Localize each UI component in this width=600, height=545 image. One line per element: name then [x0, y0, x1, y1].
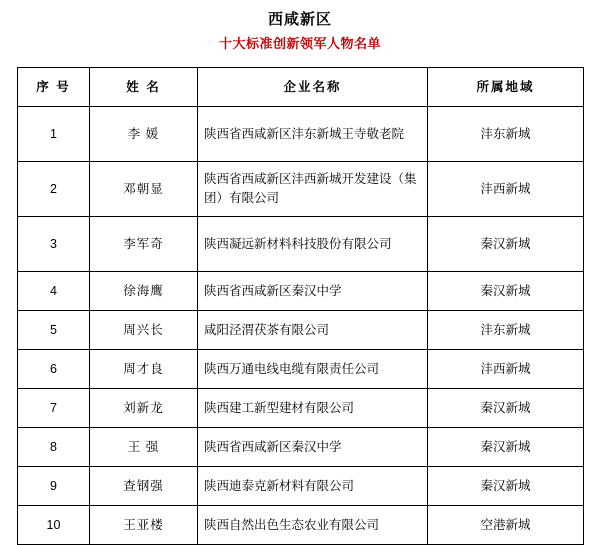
cell-name: 李军奇: [90, 217, 198, 272]
cell-name: 徐海鹰: [90, 272, 198, 311]
name-list-table-wrap: [17, 67, 583, 545]
cell-company: 陕西建工新型建材有限公司: [198, 389, 428, 428]
cell-index: 9: [18, 467, 90, 506]
table-body: [18, 107, 584, 545]
table-row: [18, 107, 584, 162]
cell-company: 陕西省西咸新区沣东新城王寺敬老院: [198, 107, 428, 162]
cell-name: 李 媛: [90, 107, 198, 162]
document-title: 西咸新区: [267, 11, 332, 28]
cell-name: 王亚楼: [90, 506, 198, 545]
cell-name: 周才良: [90, 350, 198, 389]
cell-region: 沣西新城: [428, 162, 584, 217]
cell-region: 沣东新城: [428, 311, 584, 350]
cell-index: 2: [18, 162, 90, 217]
cell-region: 秦汉新城: [428, 217, 584, 272]
cell-region: 秦汉新城: [428, 389, 584, 428]
cell-index: 6: [18, 350, 90, 389]
cell-name: 周兴长: [90, 311, 198, 350]
table-row: [18, 389, 584, 428]
cell-company: 陕西凝远新材料科技股份有限公司: [198, 217, 428, 272]
cell-index: 7: [18, 389, 90, 428]
cell-index: 5: [18, 311, 90, 350]
cell-region: 沣东新城: [428, 107, 584, 162]
cell-name: 刘新龙: [90, 389, 198, 428]
cell-region: 空港新城: [428, 506, 584, 545]
cell-region: 秦汉新城: [428, 467, 584, 506]
cell-company: 咸阳泾渭茯茶有限公司: [198, 311, 428, 350]
table-header: [18, 68, 584, 107]
table-row: [18, 428, 584, 467]
table-row: [18, 272, 584, 311]
cell-company: 陕西省西咸新区沣西新城开发建设（集团）有限公司: [198, 162, 428, 217]
column-header-region: 所属地域: [428, 68, 584, 107]
cell-name: 查钢强: [90, 467, 198, 506]
table-row: [18, 467, 584, 506]
cell-index: 8: [18, 428, 90, 467]
cell-region: 沣西新城: [428, 350, 584, 389]
cell-index: 4: [18, 272, 90, 311]
cell-name: 邓朝显: [90, 162, 198, 217]
name-list-table: [17, 67, 584, 545]
title-block: [0, 0, 600, 54]
cell-company: 陕西省西咸新区秦汉中学: [198, 428, 428, 467]
table-row: [18, 217, 584, 272]
table-header-row: [18, 68, 584, 107]
table-row: [18, 311, 584, 350]
column-header-index: 序 号: [18, 68, 90, 107]
column-header-name: 姓 名: [90, 68, 198, 107]
document-subtitle: 十大标准创新领军人物名单: [218, 36, 381, 51]
cell-company: 陕西迪泰克新材料有限公司: [198, 467, 428, 506]
cell-index: 1: [18, 107, 90, 162]
cell-company: 陕西省西咸新区秦汉中学: [198, 272, 428, 311]
table-row: [18, 506, 584, 545]
cell-company: 陕西自然出色生态农业有限公司: [198, 506, 428, 545]
table-row: [18, 162, 584, 217]
cell-index: 3: [18, 217, 90, 272]
column-header-company: 企业名称: [198, 68, 428, 107]
cell-region: 秦汉新城: [428, 272, 584, 311]
table-row: [18, 350, 584, 389]
cell-region: 秦汉新城: [428, 428, 584, 467]
cell-index: 10: [18, 506, 90, 545]
cell-company: 陕西万通电线电缆有限责任公司: [198, 350, 428, 389]
cell-name: 王 强: [90, 428, 198, 467]
